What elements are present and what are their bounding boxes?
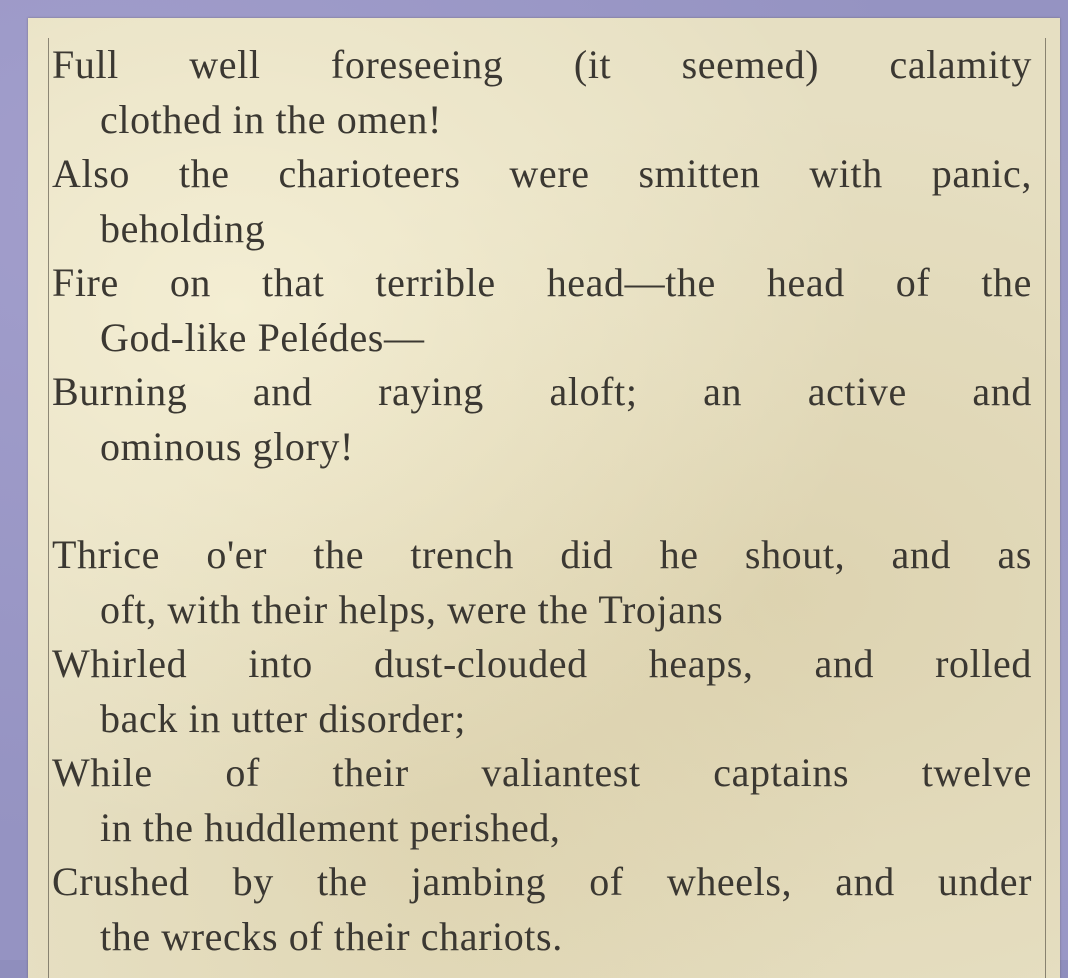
- verse-line: Full well foreseeing (it seemed) calamity: [52, 42, 1032, 87]
- verse-line-continuation: in the huddlement perished,: [100, 804, 561, 850]
- column-rule-left: [48, 38, 49, 978]
- stanza-1: [52, 38, 1032, 474]
- verse-line: Burning and raying aloft; an active and: [52, 369, 1032, 414]
- verse-line-continuation: beholding: [100, 205, 266, 251]
- verse-line: Thrice o'er the trench did he shout, and as: [52, 532, 1032, 577]
- column-rule-right: [1045, 38, 1046, 978]
- stanza-2: [52, 528, 1032, 964]
- newspaper-clipping: [28, 18, 1060, 978]
- verse-line: While of their valiantest captains twelve: [52, 750, 1032, 795]
- verse-line-continuation: oft, with their helps, were the Trojans: [100, 586, 724, 632]
- verse-line: Fire on that terrible head—the head of the: [52, 260, 1032, 305]
- verse-line: Crushed by the jambing of wheels, and under: [52, 859, 1032, 904]
- verse-line-continuation: the wrecks of their chariots.: [100, 913, 563, 959]
- verse-line: Whirled into dust-clouded heaps, and rolled: [52, 641, 1032, 686]
- verse-line-continuation: God-like Pelédes—: [100, 314, 425, 360]
- poem-text: [52, 38, 1032, 964]
- stanza-break: [52, 474, 1032, 528]
- verse-line-continuation: back in utter disorder;: [100, 695, 466, 741]
- verse-line-continuation: clothed in the omen!: [100, 96, 442, 142]
- verse-line-continuation: ominous glory!: [100, 423, 354, 469]
- verse-line: Also the charioteers were smitten with panic,: [52, 151, 1032, 196]
